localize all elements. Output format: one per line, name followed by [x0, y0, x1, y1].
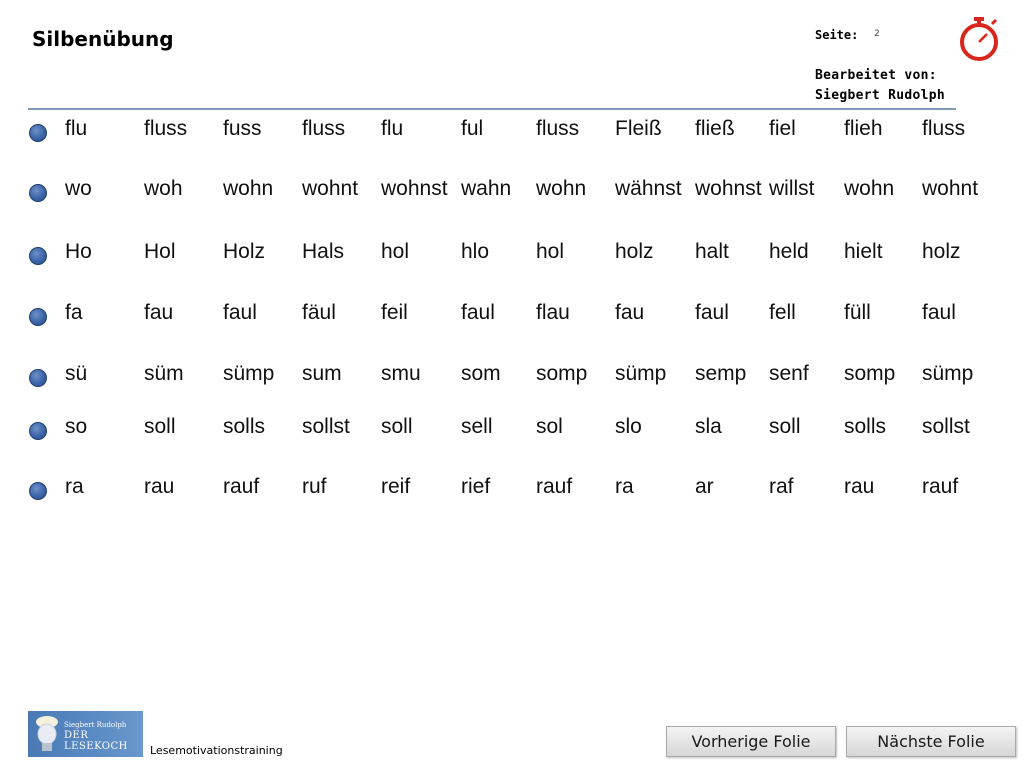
- syllable-cell: flu: [381, 117, 404, 140]
- syllable-cell: fluss: [536, 117, 580, 140]
- row-bullet-button[interactable]: [29, 308, 47, 326]
- logo-author: Siegbert Rudolph: [64, 721, 127, 729]
- logo-brand: DER LESEKOCH: [64, 730, 128, 752]
- syllable-cell: Hals: [302, 240, 345, 263]
- syllable-cell: fluss: [144, 117, 188, 140]
- syllable-cell: rauf: [922, 475, 959, 498]
- syllable-cell: smu: [381, 362, 421, 385]
- syllable-cell: faul: [922, 301, 956, 324]
- syllable-cell: sum: [302, 362, 342, 385]
- syllable-cell: senf: [769, 362, 809, 385]
- syllable-row: [0, 362, 1024, 392]
- syllable-row: [0, 240, 1024, 270]
- syllable-cell: raf: [769, 475, 794, 498]
- syllable-row: [0, 475, 1024, 505]
- syllable-cell: wohnst: [695, 177, 762, 200]
- lesekoch-logo: [28, 711, 143, 757]
- syllable-cell: ra: [615, 475, 634, 498]
- syllable-cell: Ho: [65, 240, 92, 263]
- syllable-cell: somp: [536, 362, 588, 385]
- syllable-cell: faul: [461, 301, 495, 324]
- page-title: Silbenübung: [32, 27, 174, 51]
- syllable-cell: flieh: [844, 117, 883, 140]
- syllable-cell: wohnt: [922, 177, 979, 200]
- syllable-cell: wohn: [844, 177, 895, 200]
- syllable-cell: sla: [695, 415, 722, 438]
- syllable-cell: flu: [65, 117, 88, 140]
- syllable-cell: semp: [695, 362, 747, 385]
- syllable-cell: reif: [381, 475, 411, 498]
- syllable-row: [0, 301, 1024, 331]
- row-bullet-button[interactable]: [29, 124, 47, 142]
- syllable-cell: so: [65, 415, 88, 438]
- syllable-cell: woh: [144, 177, 183, 200]
- syllable-cell: solls: [223, 415, 266, 438]
- syllable-cell: rau: [844, 475, 875, 498]
- syllable-cell: soll: [381, 415, 413, 438]
- syllable-cell: fau: [615, 301, 645, 324]
- row-bullet-button[interactable]: [29, 482, 47, 500]
- syllable-cell: wo: [65, 177, 92, 200]
- syllable-cell: fäul: [302, 301, 336, 324]
- syllable-cell: füll: [844, 301, 871, 324]
- syllable-cell: faul: [223, 301, 257, 324]
- syllable-cell: wahn: [461, 177, 512, 200]
- syllable-cell: sollst: [922, 415, 970, 438]
- syllable-cell: rau: [144, 475, 175, 498]
- row-bullet-button[interactable]: [29, 369, 47, 387]
- syllable-cell: sü: [65, 362, 88, 385]
- syllable-cell: hlo: [461, 240, 490, 263]
- syllable-cell: fuss: [223, 117, 262, 140]
- syllable-cell: slo: [615, 415, 642, 438]
- syllable-cell: wohn: [223, 177, 274, 200]
- syllable-cell: Hol: [144, 240, 176, 263]
- syllable-cell: sell: [461, 415, 493, 438]
- syllable-cell: held: [769, 240, 809, 263]
- syllable-cell: ra: [65, 475, 84, 498]
- syllable-cell: rief: [461, 475, 491, 498]
- syllable-cell: somp: [844, 362, 896, 385]
- syllable-cell: hol: [536, 240, 565, 263]
- syllable-cell: wähnst: [615, 177, 682, 200]
- page-label: Seite:: [815, 28, 859, 42]
- syllable-cell: sol: [536, 415, 563, 438]
- syllable-cell: Fleiß: [615, 117, 662, 140]
- syllable-cell: holz: [922, 240, 961, 263]
- row-bullet-button[interactable]: [29, 247, 47, 265]
- syllable-cell: sümp: [615, 362, 667, 385]
- next-slide-button[interactable]: Nächste Folie: [846, 726, 1016, 757]
- syllable-row: [0, 177, 1024, 207]
- syllable-cell: halt: [695, 240, 729, 263]
- syllable-cell: rauf: [536, 475, 573, 498]
- syllable-cell: ruf: [302, 475, 327, 498]
- syllable-cell: süm: [144, 362, 184, 385]
- syllable-cell: sümp: [922, 362, 974, 385]
- syllable-cell: som: [461, 362, 501, 385]
- syllable-cell: fließ: [695, 117, 735, 140]
- syllable-cell: flau: [536, 301, 570, 324]
- author-name: Siegbert Rudolph: [815, 88, 946, 103]
- syllable-cell: rauf: [223, 475, 260, 498]
- syllable-row: [0, 415, 1024, 445]
- syllable-cell: sollst: [302, 415, 350, 438]
- page-number: 2: [874, 29, 880, 39]
- syllable-cell: feil: [381, 301, 408, 324]
- syllable-row: [0, 117, 1024, 147]
- syllable-cell: sümp: [223, 362, 275, 385]
- syllable-cell: wohnt: [302, 177, 359, 200]
- syllable-cell: fell: [769, 301, 796, 324]
- syllable-cell: ful: [461, 117, 484, 140]
- syllable-cell: solls: [844, 415, 887, 438]
- syllable-cell: wohn: [536, 177, 587, 200]
- syllable-cell: Holz: [223, 240, 266, 263]
- syllable-cell: holz: [615, 240, 654, 263]
- syllable-cell: soll: [769, 415, 801, 438]
- previous-slide-button[interactable]: Vorherige Folie: [666, 726, 836, 757]
- syllable-cell: fiel: [769, 117, 796, 140]
- syllable-cell: soll: [144, 415, 176, 438]
- syllable-cell: fau: [144, 301, 174, 324]
- row-bullet-button[interactable]: [29, 184, 47, 202]
- row-bullet-button[interactable]: [29, 422, 47, 440]
- syllable-cell: hielt: [844, 240, 883, 263]
- lightbulb-chef-icon: [32, 714, 62, 754]
- syllable-cell: fluss: [302, 117, 346, 140]
- syllable-cell: willst: [769, 177, 815, 200]
- syllable-cell: ar: [695, 475, 714, 498]
- syllable-cell: wohnst: [381, 177, 448, 200]
- footer-caption: Lesemotivationstraining: [150, 744, 283, 757]
- syllable-cell: hol: [381, 240, 410, 263]
- edited-by-label: Bearbeitet von:: [815, 68, 937, 83]
- syllable-cell: fluss: [922, 117, 966, 140]
- syllable-cell: fa: [65, 301, 83, 324]
- syllable-cell: faul: [695, 301, 729, 324]
